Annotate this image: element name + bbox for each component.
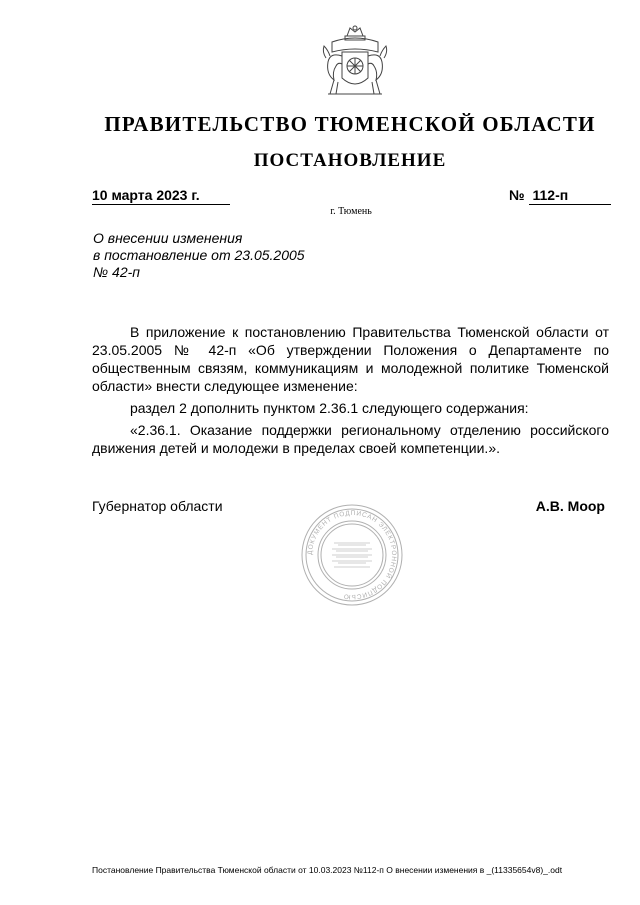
subject-line: № 42-п (93, 264, 140, 280)
electronic-signature-stamp-icon (300, 503, 404, 607)
document-type: ПОСТАНОВЛЕНИЕ (253, 150, 447, 171)
document-subject (93, 230, 305, 281)
document-date: 10 марта 2023 г. (92, 187, 230, 205)
number-sign: № (509, 187, 525, 203)
signatory-name: А.В. Моор (535, 498, 605, 514)
subject-line: О внесении изменения (93, 230, 243, 246)
document-footer: Постановление Правительства Тюменской области от 10.03.2023 №112-п О внесении изменения в _(11335654v8)_.odt (92, 865, 563, 875)
organization-title: ПРАВИТЕЛЬСТВО ТЮМЕНСКОЙ ОБЛАСТИ (104, 112, 596, 136)
body-paragraph: В приложение к постановлению Правительства Тюменской области от 23.05.2005 № 42-п «Об утверждении Положения о Департаменте по общественным связям, коммуникациям и молодежной политике Тюменской области» внести следующее изменение: (92, 324, 609, 394)
coat-of-arms-icon (312, 22, 398, 102)
number-value: 112-п (529, 187, 611, 205)
document-number (509, 187, 611, 205)
city: г. Тюмень (330, 206, 372, 217)
subject-line: в постановление от 23.05.2005 (93, 247, 305, 263)
document-body (92, 323, 609, 461)
body-paragraph: «2.36.1. Оказание поддержки региональному отделению российского движения детей и молодежи в пределах своей компетенции.». (92, 422, 609, 456)
body-paragraph: раздел 2 дополнить пунктом 2.36.1 следующего содержания: (130, 400, 529, 416)
stamp-ring-text: ДОКУМЕНТ ПОДПИСАН ЭЛЕКТРОННОЙ ПОДПИСЬЮ (306, 509, 398, 601)
signatory-position: Губернатор области (92, 498, 223, 514)
